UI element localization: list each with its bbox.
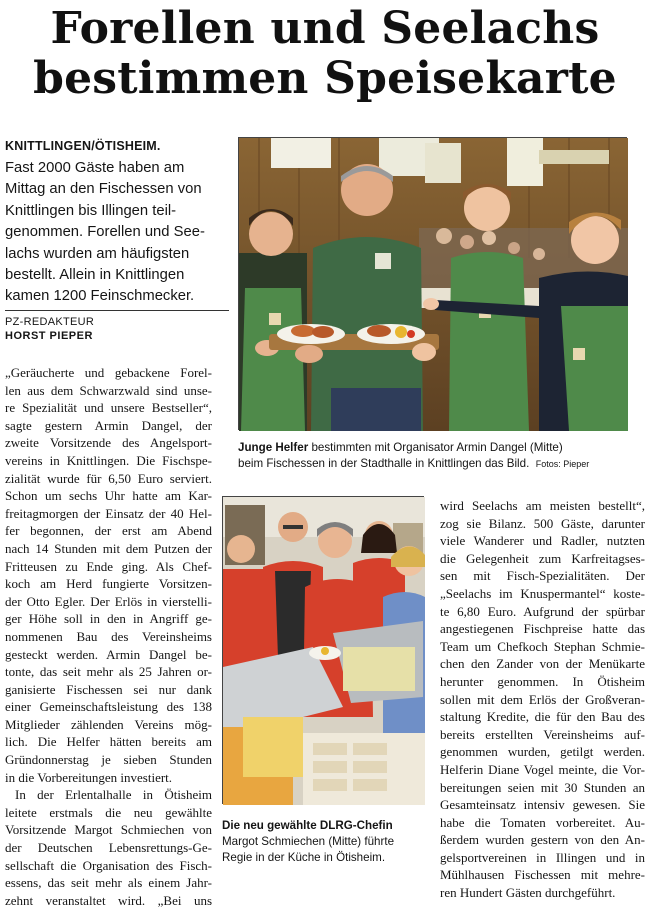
article-line: ger Höhe soll in den in Angriff ge- [5, 611, 212, 627]
caption-dlrg-chef [222, 818, 427, 866]
byline-name: HORST PIEPER [5, 330, 93, 342]
article-line: leitete erstmals die neu gewählte [5, 804, 212, 820]
photo-dlrg-kitchen [222, 496, 424, 804]
lead-line: lachs wurden am häufigsten [5, 245, 190, 262]
article-line: viele Wanderer und Radler, nutzten [440, 533, 645, 549]
article-line: genommen wurden, getilgt werden. [440, 744, 645, 760]
article-line: Team um Chefkoch Stephan Schmie- [440, 638, 645, 654]
article-line: Schon um sechs Uhr hatte am Kar- [5, 488, 212, 504]
article-line: der Otto Egler. Der Erlös in vierstelli- [5, 593, 212, 609]
lead-line: kamen 1200 Feinschmecker. [5, 288, 195, 305]
lead-line: bestellt. Allein in Knittlingen [5, 267, 185, 284]
article-line: nach 14 Stunden mit dem Putzen der [5, 540, 212, 556]
article-line: Vorsitzende Margot Schmiechen von [5, 822, 212, 838]
article-line: zog sie Bilanz. 500 Gäste, darunter [440, 515, 645, 531]
article-line: staltung Kredite, die für den Bau des [440, 709, 645, 725]
article-column-1 [5, 364, 212, 909]
article-column-3 [440, 497, 645, 902]
article-line: wird Seelachs am meisten bestellt“, [440, 498, 645, 513]
article-line: zweite Vorsitzende des Angelsport- [5, 435, 212, 451]
article-line: sagte gestern Armin Dangel, der [5, 417, 212, 433]
caption-young-helpers-line-1 [238, 440, 630, 456]
article-line: ßerdem wurden gestern von den An- [440, 832, 645, 848]
dateline: KNITTLINGEN/ÖTISHEIM. [5, 139, 161, 153]
article-line: nommenen Bau des Vereinsheims [5, 628, 212, 644]
article-line: ganisierte Fischessen sei nur dank [5, 681, 212, 697]
article-line: lich. Die Helfer hätten bereits am [5, 734, 212, 750]
article-line: freitagmorgen der Einsatz der 40 Hel- [5, 505, 212, 521]
article-line: chen den Zander von der Menükarte [440, 656, 645, 672]
article-line: bereits erstellten Vereinsheims auf- [440, 726, 645, 742]
article-line: Fritteusen zu Ende ging. Als Chef- [5, 558, 212, 574]
caption-dlrg-chef-bold: Die neu gewählte DLRG-Chefin [222, 819, 393, 832]
article-line: Gesamteinsatz intensiv gewesen. Sie [440, 797, 645, 813]
article-line: sellschaft die Organisation des Fisch- [5, 857, 212, 873]
article-line: herunter genommen. In Ötisheim [440, 673, 645, 689]
article-line: gelsportvereinen in Illingen und in [440, 849, 645, 865]
article-line: len aus dem Schwarzwald sind unse- [5, 382, 212, 398]
caption-young-helpers-bold: Junge Helfer [238, 441, 309, 454]
article-line: vereins in Knittlingen. Die Fischspe- [5, 452, 212, 468]
article-line: ren Hundert Gästen durchgeführt. [440, 885, 616, 901]
article-line: Mitglieder zählenden Vereins mög- [5, 716, 212, 732]
article-line: essens, das seit mehr als einem Jahr- [5, 875, 212, 891]
lead-line: Mittag an den Fischessen von [5, 181, 202, 198]
article-line: habe die Tomaten vorbereitet. Au- [440, 814, 645, 830]
photo-young-helpers-image [239, 138, 628, 431]
article-line: einer Gemeinschaftsleistung des 138 [5, 699, 212, 715]
article-line: sollen mit dem Erlös der Großveran- [440, 691, 645, 707]
caption-young-helpers-line-2 [238, 456, 630, 472]
caption-dlrg-chef-line-2: Margot Schmiechen (Mitte) führte [222, 835, 395, 848]
photo-young-helpers [238, 137, 627, 430]
article-line: koch am Herd fungierte Vorsitzen- [5, 576, 212, 592]
caption-young-helpers-text-2: beim Fischessen in der Stadthalle in Knittlingen das Bild. [238, 457, 530, 470]
article-line: „Geräucherte und gebackene Forel- [5, 365, 212, 380]
article-line: die Gelegenheit zum Karfreitagses- [440, 550, 645, 566]
lead-paragraph [5, 158, 231, 308]
lead-line: Knittlingen bis Illingen teil- [5, 202, 177, 219]
headline [0, 4, 650, 104]
caption-young-helpers-text: bestimmten mit Organisator Armin Dangel (Mitte) [308, 441, 563, 454]
article-line: re Spezialität und unsere Bestseller“, [5, 400, 212, 416]
article-line: bereitungen seien mit 30 Stunden an [440, 779, 645, 795]
caption-dlrg-chef-line-1 [222, 818, 427, 834]
article-line: sen mit Fisch-Spezialitäten. Der [440, 568, 645, 584]
article-line: der Deutschen Lebensrettungs-Ge- [5, 840, 212, 856]
article-line: gesteckt werden. Armin Dangel be- [5, 646, 212, 662]
article-line: zialität wurde für 6,50 Euro serviert. [5, 470, 212, 486]
headline-line-2: bestimmen Speisekarte [33, 53, 617, 104]
byline-role: PZ-REDAKTEUR [5, 316, 95, 328]
caption-young-helpers [238, 440, 630, 472]
article-line: te 6,80 Euro. Aufgrund der spürbar [440, 603, 645, 619]
article-line: In der Erlentalhalle in Ötisheim [15, 787, 212, 803]
photo-dlrg-kitchen-image [223, 497, 425, 805]
article-line: Mühlhausen Fischessen mit mehre- [440, 867, 645, 883]
article-line: „Seelachs im Knuspermantel“ koste- [440, 585, 645, 601]
article-line: angestiegenen Fischpreise hatte das [440, 621, 645, 637]
photo-credit: Fotos: Pieper [535, 459, 590, 469]
headline-line-1: Forellen und Seelachs [50, 3, 600, 54]
lead-line: Fast 2000 Gäste haben am [5, 160, 185, 176]
article-line: zehnt veranstaltet wird. „Bei uns [5, 892, 212, 908]
caption-dlrg-chef-line-3: Regie in der Küche in Ötisheim. [222, 851, 386, 864]
lead-line: genommen. Forellen und See- [5, 224, 205, 241]
article-line: fer begonnen, der erst am Abend [5, 523, 212, 539]
article-line: Gründonnerstag je sieben Stunden [5, 752, 212, 768]
article-line: tonte, das seit mehr als 25 Jahren or- [5, 664, 212, 680]
article-line: in die Vorbereitungen investiert. [5, 769, 173, 785]
article-line: Helferin Diane Vogel meinte, die Vor- [440, 761, 645, 777]
byline-divider [5, 310, 229, 311]
